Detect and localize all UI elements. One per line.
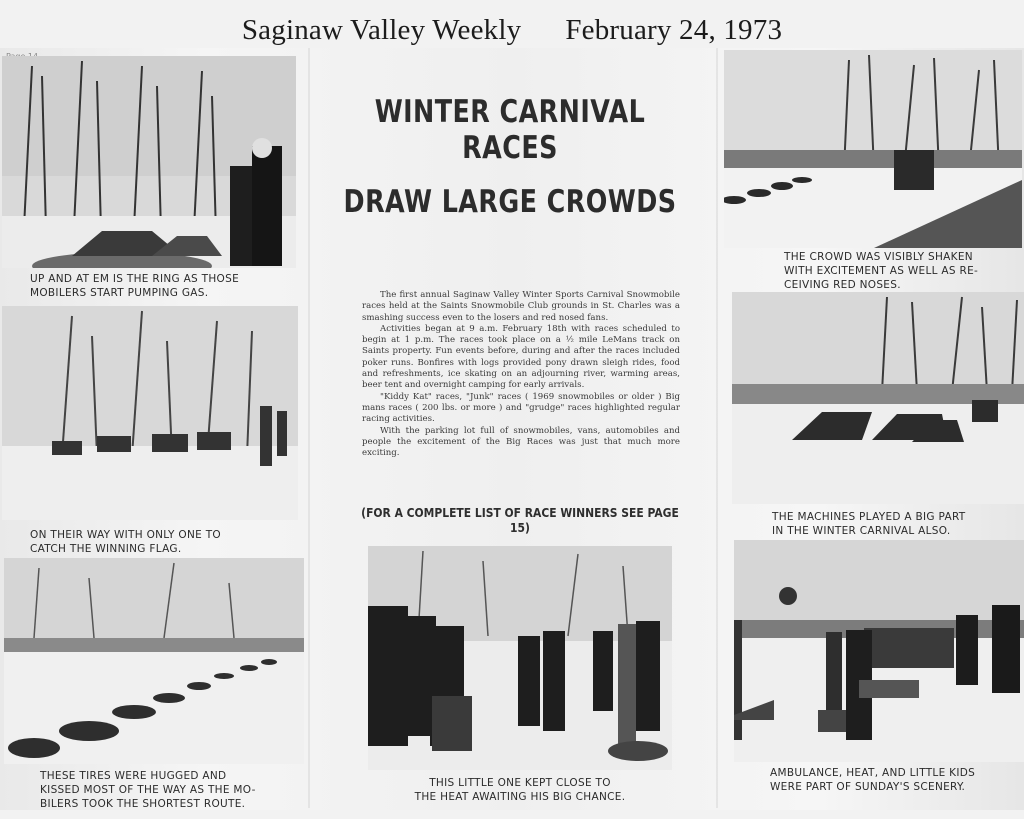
caption-top-right: THE CROWD WAS VISIBLY SHAKEN WITH EXCITEMENT AS WELL AS RE- CEIVING RED NOSES. <box>784 251 979 291</box>
photo-racers-on-track <box>2 306 298 520</box>
headline-line-1: WINTER CARNIVAL RACES <box>374 94 646 166</box>
page-header <box>0 14 1024 47</box>
caption-bottom-right: AMBULANCE, HEAT, AND LITTLE KIDS WERE PART OF SUNDAY'S SCENERY. <box>770 767 976 793</box>
photo-parked-machines <box>732 292 1024 504</box>
photo-snowmobilers-starting <box>2 56 296 268</box>
article-paragraph: "Kiddy Kat" races, "Junk" races ( 1969 snowmobiles or older ) Big mans races ( 200 lbs. or more ) and "grudge" races highlighted regular racing activities. <box>362 391 680 425</box>
photo-tires-on-course <box>4 558 304 764</box>
headline-line-2: DRAW LARGE CROWDS <box>343 184 677 220</box>
fold-line <box>308 48 310 808</box>
fold-line <box>716 48 718 808</box>
photo-child-by-heater <box>368 546 672 770</box>
photo-crowd-watching <box>724 50 1022 248</box>
publication-date: February 24, 1973 <box>565 14 783 46</box>
article-paragraph: With the parking lot full of snowmobiles, vans, automobiles and people the excitement of the Big Races was just that much more exciting. <box>362 425 680 459</box>
article-body <box>362 290 680 459</box>
publication-name: Saginaw Valley Weekly <box>241 14 522 46</box>
caption-bottom-center: THIS LITTLE ONE KEPT CLOSE TO THE HEAT AWAITING HIS BIG CHANCE. <box>414 777 626 803</box>
photo-ambulance-and-heater <box>734 540 1024 762</box>
caption-middle-left: ON THEIR WAY WITH ONLY ONE TO CATCH THE WINNING FLAG. <box>30 529 221 555</box>
see-page-notice: (FOR A COMPLETE LIST OF RACE WINNERS SEE PAGE 15) <box>361 505 679 535</box>
article-paragraph: The first annual Saginaw Valley Winter Sports Carnival Snowmobile races held at the Saints Snowmobile Club grounds in St. Charles was a smashing success even to the losers and red nosed fans. <box>362 290 680 323</box>
caption-middle-right: THE MACHINES PLAYED A BIG PART IN THE WINTER CARNIVAL ALSO. <box>772 511 966 537</box>
article-paragraph: Activities began at 9 a.m. February 18th with races scheduled to begin at 1 p.m. The races took place on a ½ mile LeMans track on Saints property. Fun events before, during and after the races included poker runs. Bonfires with logs provided pony drawn sleigh rides, food and refreshments, ice skating on an adjourning river, warming areas, beer tent and overnight camping for early arrivals. <box>362 323 680 391</box>
caption-top-left: UP AND AT EM IS THE RING AS THOSE MOBILERS START PUMPING GAS. <box>30 273 240 299</box>
caption-bottom-left: THESE TIRES WERE HUGGED AND KISSED MOST OF THE WAY AS THE MO- BILERS TOOK THE SHORTEST ROUTE. <box>40 770 256 810</box>
